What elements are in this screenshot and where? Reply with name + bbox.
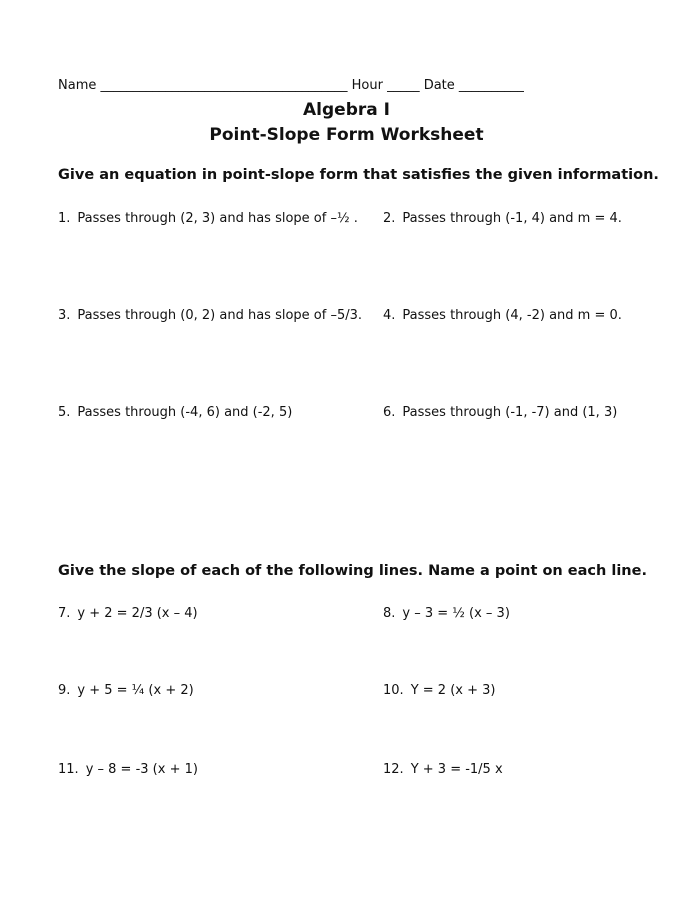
problem-number: 2. <box>383 211 396 226</box>
problem-9 <box>58 683 194 698</box>
problem-text: y + 2 = 2/3 (x – 4) <box>77 606 198 621</box>
problem-text: Passes through (0, 2) and has slope of –5/3. <box>77 308 363 323</box>
course-title: Algebra I <box>303 100 390 120</box>
problem-text: Passes through (-1, 4) and m = 4. <box>402 211 622 226</box>
problem-number: 5. <box>58 405 71 420</box>
problem-5 <box>58 405 292 420</box>
problem-number: 7. <box>58 606 71 621</box>
problem-number: 11. <box>58 762 79 777</box>
problem-number: 8. <box>383 606 396 621</box>
section2-instruction: Give the slope of each of the following lines. Name a point on each line. <box>58 563 647 579</box>
problem-text: y + 5 = ¼ (x + 2) <box>77 683 194 698</box>
problem-2 <box>383 211 622 226</box>
problem-text: Passes through (-1, -7) and (1, 3) <box>402 405 618 420</box>
section1-instruction: Give an equation in point-slope form that satisfies the given information. <box>58 167 659 183</box>
problem-number: 10. <box>383 683 404 698</box>
problem-4 <box>383 308 622 323</box>
problem-number: 1. <box>58 211 71 226</box>
problem-text: Y = 2 (x + 3) <box>410 683 496 698</box>
problem-8 <box>383 606 510 621</box>
problem-number: 9. <box>58 683 71 698</box>
problem-text: y – 3 = ½ (x – 3) <box>402 606 510 621</box>
name-hour-date-line: Name ______________________________________ Hour _____ Date __________ <box>58 78 524 93</box>
problem-number: 3. <box>58 308 71 323</box>
problem-text: y – 8 = -3 (x + 1) <box>85 762 198 777</box>
problem-text: Passes through (4, -2) and m = 0. <box>402 308 622 323</box>
problem-number: 6. <box>383 405 396 420</box>
problem-12 <box>383 762 503 777</box>
problem-text: Y + 3 = -1/5 x <box>410 762 503 777</box>
problem-7 <box>58 606 198 621</box>
worksheet-title: Point-Slope Form Worksheet <box>209 125 484 145</box>
problem-1 <box>58 211 358 226</box>
problem-6 <box>383 405 617 420</box>
problem-3 <box>58 308 362 323</box>
problem-text: Passes through (-4, 6) and (-2, 5) <box>77 405 293 420</box>
problem-number: 4. <box>383 308 396 323</box>
problem-11 <box>58 762 198 777</box>
problem-number: 12. <box>383 762 404 777</box>
problem-10 <box>383 683 495 698</box>
problem-text: Passes through (2, 3) and has slope of –½ . <box>77 211 358 226</box>
